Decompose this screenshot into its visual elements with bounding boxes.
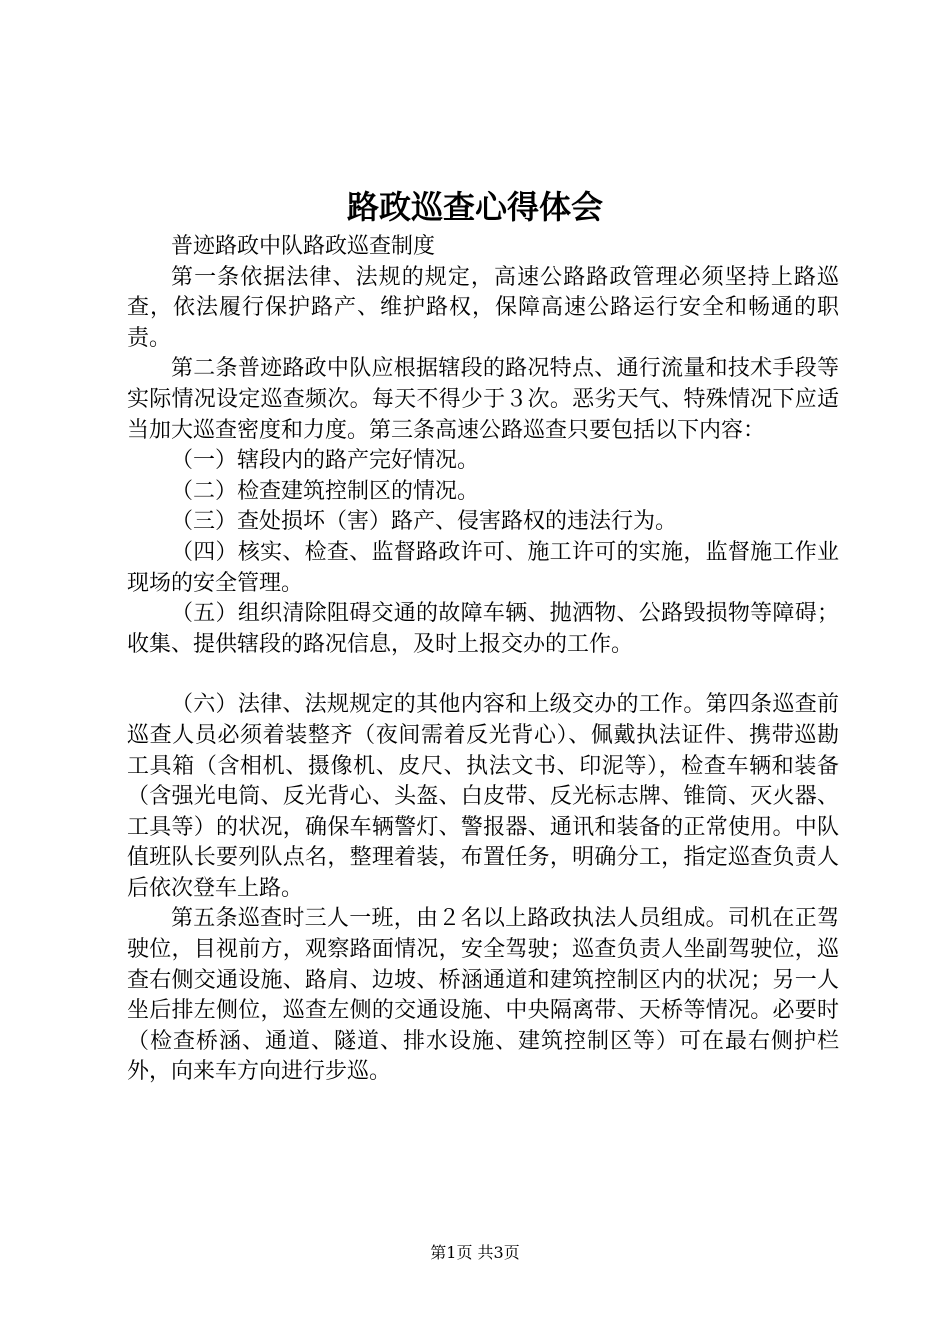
article-2-3-paragraph: 第二条普迹路政中队应根据辖段的路况特点、通行流量和技术手段等实际情况设定巡查频次。每天不得少于３次。恶劣天气、特殊情况下应适当加大巡查密度和力度。第三条高速公路巡查只要包括以下内容： bbox=[127, 356, 839, 443]
article-1-paragraph: 第一条依据法律、法规的规定，高速公路路政管理必须坚持上路巡查，依法履行保护路产、维护路权，保障高速公路运行安全和畅通的职责。 bbox=[127, 264, 839, 351]
document-body bbox=[127, 232, 839, 1088]
item-4-paragraph: （四）核实、检查、监督路政许可、施工许可的实施，监督施工作业现场的安全管理。 bbox=[127, 539, 839, 596]
page-footer: 第1页 共3页 bbox=[430, 1243, 520, 1262]
item-5-paragraph: （五）组织清除阻碍交通的故障车辆、抛洒物、公路毁损物等障碍；收集、提供辖段的路况信息，及时上报交办的工作。 bbox=[127, 601, 839, 657]
subtitle-paragraph: 普迹路政中队路政巡查制度 bbox=[171, 234, 436, 259]
item-1-paragraph: （一）辖段内的路产完好情况。 bbox=[171, 448, 480, 474]
item-3-paragraph: （三）查处损坏（害）路产、侵害路权的违法行为。 bbox=[171, 509, 678, 535]
article-5-paragraph: 第五条巡查时三人一班，由２名以上路政执法人员组成。司机在正驾驶位，目视前方，观察路面情况，安全驾驶；巡查负责人坐副驾驶位，巡查右侧交通设施、路肩、边坡、桥涵通道和建筑控制区内的状况；另一人坐后排左侧位，巡查左侧的交通设施、中央隔离带、天桥等情况。必要时（检查桥涵、通道、隧道、排水设施、建筑控制区等）可在最右侧护栏外，向来车方向进行步巡。 bbox=[127, 906, 839, 1085]
item-2-paragraph: （二）检查建筑控制区的情况。 bbox=[171, 478, 480, 504]
item-6-article-4-paragraph: （六）法律、法规规定的其他内容和上级交办的工作。第四条巡查前巡查人员必须着装整齐（夜间需着反光背心）、佩戴执法证件、携带巡勘工具箱（含相机、摄像机、皮尺、执法文书、印泥等），检查车辆和装备（含强光电筒、反光背心、头盔、白皮带、反光标志牌、锥筒、灭火器、工具等）的状况，确保车辆警灯、警报器、通讯和装备的正常使用。中队值班队长要列队点名，整理着装，布置任务，明确分工，指定巡查负责人后依次登车上路。 bbox=[127, 692, 839, 901]
document-title: 路政巡查心得体会 bbox=[346, 188, 603, 226]
